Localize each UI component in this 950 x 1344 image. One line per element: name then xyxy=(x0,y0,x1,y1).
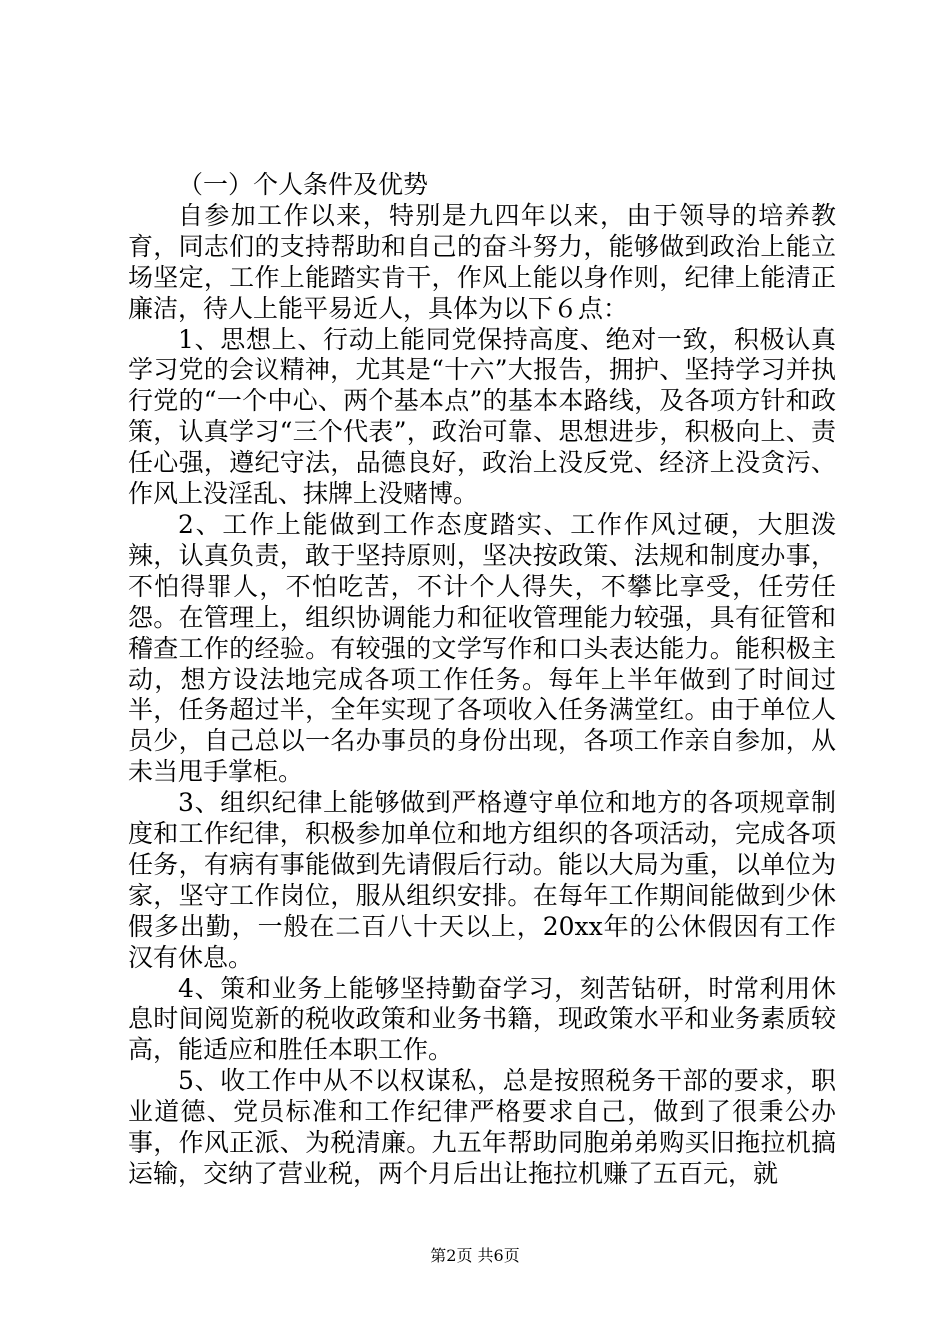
section-heading: （一）个人条件及优势 xyxy=(178,170,429,199)
paragraph-intro: 自参加工作以来，特别是九四年以来，由于领导的培养教育，同志们的支持帮助和自己的奋斗努力，能够做到政治上能立场坚定，工作上能踏实肯干，作风上能以身作则，纪律上能清正廉洁，待人上能平易近人，具体为以下６点： xyxy=(128,200,836,323)
paragraph-point-4: 4、策和业务上能够坚持勤奋学习，刻苦钻研，时常利用休息时间阅览新的税收政策和业务书籍，现政策水平和业务素质较高，能适应和胜任本职工作。 xyxy=(128,973,836,1065)
paragraph-point-3: 3、组织纪律上能够做到严格遵守单位和地方的各项规章制度和工作纪律，积极参加单位和地方组织的各项活动，完成各项任务，有病有事能做到先请假后行动。能以大局为重，以单位为家，坚守工作岗位，服从组织安排。在每年工作期间能做到少休假多出勤，一般在二百八十天以上，20xx年的公休假因有工作汉有休息。 xyxy=(128,788,836,972)
document-body xyxy=(128,170,836,1190)
paragraph-point-2: 2、工作上能做到工作态度踏实、工作作风过硬，大胆泼辣，认真负责，敢于坚持原则，坚决按政策、法规和制度办事，不怕得罪人，不怕吃苦，不计个人得失，不攀比享受，任劳任怨。在管理上，组织协调能力和征收管理能力较强，具有征管和稽查工作的经验。有较强的文学写作和口头表达能力。能积极主动，想方设法地完成各项工作任务。每年上半年做到了时间过半，任务超过半，全年实现了各项收入任务满堂红。由于单位人员少，自己总以一名办事员的身份出现，各项工作亲自参加，从未当甩手掌柜。 xyxy=(128,509,836,787)
page-number-footer: 第2页 共6页 xyxy=(430,1246,520,1265)
paragraph-point-1: 1、思想上、行动上能同党保持高度、绝对一致，积极认真学习党的会议精神，尤其是“十六”大报告，拥护、坚持学习并执行党的“一个中心、两个基本点”的基本本路线，及各项方针和政策，认真学习“三个代表”，政治可靠、思想进步，积极向上、责任心强，遵纪守法，品德良好，政治上没反党、经济上没贪污、作风上没淫乱、抹牌上没赌博。 xyxy=(128,324,836,509)
paragraph-point-5: 5、收工作中从不以权谋私，总是按照税务干部的要求，职业道德、党员标准和工作纪律严格要求自己，做到了很秉公办事，作风正派、为税清廉。九五年帮助同胞弟弟购买旧拖拉机搞运输，交纳了营业税，两个月后出让拖拉机赚了五百元，就 xyxy=(128,1066,836,1188)
